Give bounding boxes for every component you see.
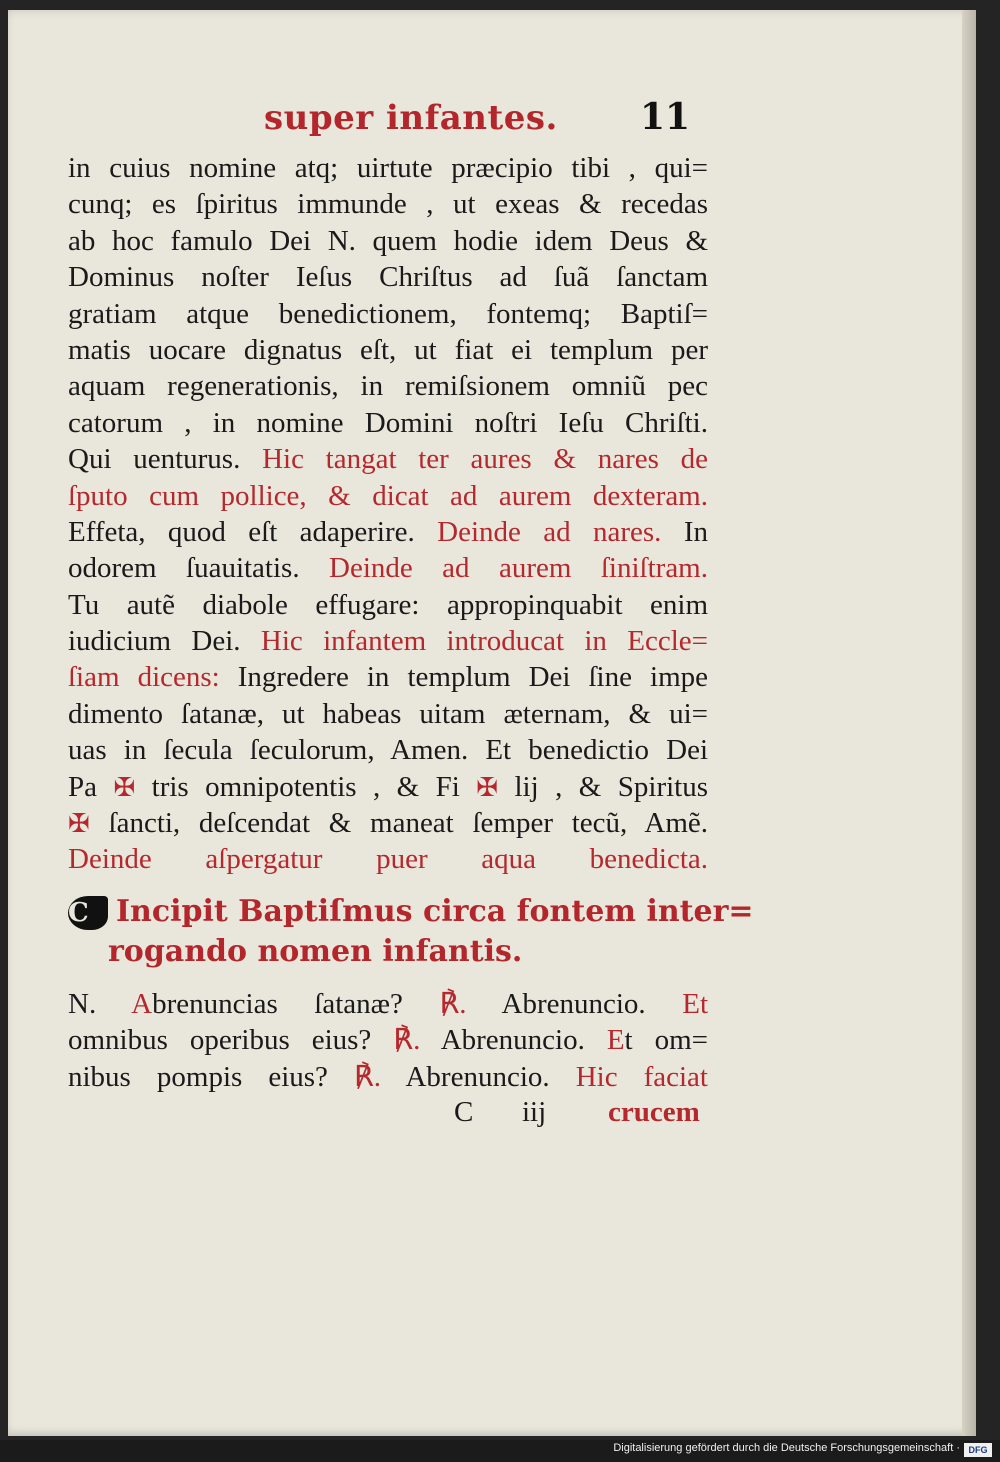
footer-credit: Digitalisierung gefördert durch die Deutsche Forschungsgemeinschaft · — [613, 1442, 960, 1454]
text-segment: gratiam atque benedictionem, fontemq; Baptiſ= — [68, 297, 708, 330]
text-line — [68, 150, 708, 186]
rubric-segment: Hic faciat — [575, 1060, 708, 1093]
text-line — [68, 805, 708, 841]
rubric-segment: Hic infantem introducat in Eccle= — [260, 625, 708, 658]
running-title: super infantes. — [264, 98, 558, 138]
rubric-segment: ſputo cum pollice, & dicat ad aurem dexteram. — [68, 479, 708, 512]
text-segment: Abrenuncio. — [466, 987, 683, 1020]
text-segment: Ingredere in templum Dei ſine impe — [237, 661, 708, 694]
pilcrow-initial-icon: C — [68, 896, 108, 930]
rubric-segment: Et — [682, 987, 709, 1020]
spacer — [68, 878, 708, 892]
text-line — [68, 732, 708, 768]
text-segment: cunq; es ſpiritus immunde , ut exeas & recedas — [68, 188, 708, 221]
section-heading-line-2: rogando nomen infantis. — [108, 933, 523, 969]
text-segment: tris omnipotentis , & Fi — [135, 770, 477, 803]
text-line — [68, 623, 708, 659]
rubric-segment: ℟. — [393, 1024, 421, 1057]
text-segment: brenuncias ſatanæ? — [152, 987, 440, 1020]
text-segment: Tu autẽ diabole effugare: appropinquabit enim — [68, 588, 708, 621]
text-line — [68, 405, 708, 441]
text-line — [68, 696, 708, 732]
text-line — [68, 659, 708, 695]
text-line — [68, 587, 708, 623]
signature-number: iij — [522, 1096, 547, 1128]
section-heading-text-1: Incipit Baptiſmus circa fontem inter= — [116, 893, 754, 929]
text-line — [68, 186, 708, 222]
rubric-segment: ſiam dicens: — [68, 661, 238, 694]
rubric-segment: Deinde ad nares. — [437, 515, 684, 548]
folio-number: 11 — [640, 96, 691, 138]
text-segment: in cuius nomine atq; uirtute præcipio tibi , qui= — [68, 152, 708, 184]
text-line — [68, 223, 708, 259]
rubric-segment: Deinde ad aurem ſiniſtram. — [329, 552, 708, 585]
text-segment: N. — [68, 987, 132, 1020]
rubric-text — [68, 986, 708, 1095]
text-segment: Dominus noſter Ieſus Chriſtus ad ſuã ſanctam — [68, 261, 708, 294]
text-segment: uas in ſecula ſeculorum, Amen. Et benedictio Dei — [68, 734, 708, 767]
text-segment: matis uocare dignatus eſt, ut fiat ei templum per — [68, 333, 708, 366]
rubric-line — [68, 986, 708, 1022]
body-text — [68, 150, 708, 878]
text-segment: catorum , in nomine Domini noſtri Ieſu Chriſti. — [68, 406, 708, 439]
section-heading-line-1 — [68, 892, 754, 932]
text-line — [68, 332, 708, 368]
text-segment: lij , & Spiritus — [498, 770, 708, 803]
main-text-block — [68, 150, 754, 1095]
cross-icon: ✠ — [113, 772, 136, 802]
text-segment: aquam regenerationis, in remiſsionem omniũ pec — [68, 370, 708, 403]
text-segment: Pa — [68, 770, 114, 803]
text-segment: t om= — [624, 1024, 708, 1057]
dfg-logo: DFG — [964, 1443, 992, 1457]
text-segment: In — [683, 515, 708, 548]
text-line — [68, 769, 708, 805]
text-segment: dimento ſatanæ, ut habeas uitam æternam, & ui= — [68, 697, 708, 730]
text-segment: Qui uenturus. — [68, 443, 263, 476]
rubric-line — [68, 1059, 708, 1095]
rubric-segment: E — [606, 1024, 625, 1057]
text-line — [68, 259, 708, 295]
text-segment: nibus pompis eius? — [68, 1060, 354, 1093]
text-segment: odorem ſuauitatis. — [68, 552, 330, 585]
page-edge-shadow — [962, 10, 976, 1436]
text-segment: Abrenuncio. — [381, 1060, 576, 1093]
text-segment: Abrenuncio. — [420, 1024, 607, 1057]
cross-icon: ✠ — [68, 809, 90, 839]
text-segment: omnibus operibus eius? — [68, 1024, 394, 1057]
rubric-segment: ℟. — [353, 1060, 382, 1093]
text-line — [68, 841, 708, 877]
text-line — [68, 368, 708, 404]
text-line — [68, 441, 708, 477]
rubric-segment: A — [131, 987, 153, 1020]
text-line — [68, 550, 708, 586]
text-line — [68, 478, 708, 514]
text-line — [68, 514, 708, 550]
text-line — [68, 296, 708, 332]
text-segment: ab hoc famulo Dei N. quem hodie idem Deus & — [68, 224, 708, 257]
rubric-line — [68, 1022, 708, 1058]
signature-mark: C — [454, 1096, 474, 1128]
text-segment: Effeta, quod eſt adaperire. — [68, 515, 438, 548]
catchword: crucem — [608, 1096, 700, 1128]
rubric-segment: Hic tangat ter aures & nares de — [262, 443, 708, 476]
spacer — [68, 972, 708, 986]
text-segment: ſancti, deſcendat & maneat ſemper tecũ, Amẽ. — [89, 807, 708, 840]
text-segment: iudicium Dei. — [68, 625, 261, 658]
cross-icon: ✠ — [476, 772, 499, 802]
rubric-segment: ℟. — [439, 987, 467, 1020]
rubric-segment: Deinde aſpergatur puer aqua benedicta. — [68, 843, 708, 876]
